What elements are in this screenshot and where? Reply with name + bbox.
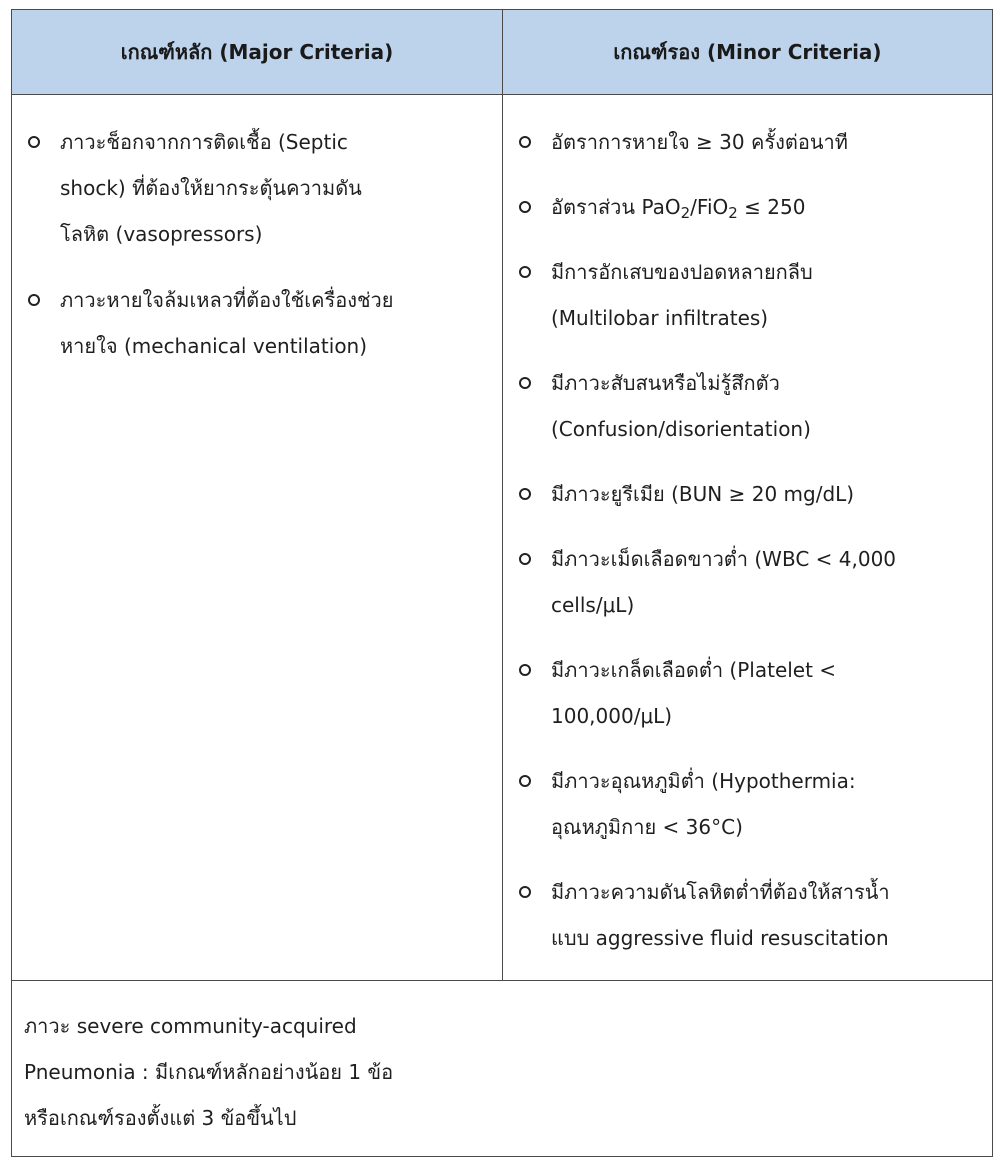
major-criteria-column xyxy=(12,95,502,389)
minor-criteria-text: มีภาวะอุณหภูมิต่ำ (Hypothermia: อุณหภูมิกาย < 36°C) xyxy=(551,769,856,839)
ratio-subscript-2: 2 xyxy=(728,204,738,222)
circle-bullet-icon xyxy=(517,758,551,804)
ratio-middle: /FiO xyxy=(690,195,729,219)
minor-criteria-text: อัตราการหายใจ ≥ 30 ครั้งต่อนาที xyxy=(551,130,848,154)
minor-criteria-text: มีภาวะสับสนหรือไม่รู้สึกตัว (Confusion/disorientation) xyxy=(551,371,811,441)
minor-criteria-column xyxy=(503,95,992,980)
circle-bullet-icon xyxy=(517,360,551,406)
footer-line: หรือเกณฑ์รองตั้งแต่ 3 ข้อขึ้นไป xyxy=(24,1106,297,1130)
footer-line: Pneumonia : มีเกณฑ์หลักอย่างน้อย 1 ข้อ xyxy=(24,1060,394,1084)
ratio-suffix: ≤ 250 xyxy=(737,195,806,219)
circle-bullet-icon xyxy=(517,471,551,517)
minor-criteria-item-hypothermia xyxy=(517,758,972,850)
major-criteria-text: ภาวะหายใจล้มเหลวที่ต้องใช้เครื่องช่วย หายใจ (mechanical ventilation) xyxy=(60,288,394,358)
minor-criteria-item-confusion xyxy=(517,360,972,452)
minor-criteria-item-platelet xyxy=(517,647,972,739)
minor-criteria-item-hypotension xyxy=(517,869,972,961)
circle-bullet-icon xyxy=(26,119,60,165)
minor-criteria-text: มีภาวะยูรีเมีย (BUN ≥ 20 mg/dL) xyxy=(551,482,855,506)
circle-bullet-icon xyxy=(517,249,551,295)
minor-criteria-item-respiratory-rate xyxy=(517,119,972,165)
minor-criteria-item-wbc xyxy=(517,536,972,628)
minor-criteria-item-multilobar xyxy=(517,249,972,341)
major-criteria-header: เกณฑ์หลัก (Major Criteria) xyxy=(120,40,394,64)
minor-criteria-item-pao2-fio2-ratio xyxy=(517,184,972,230)
minor-criteria-text xyxy=(551,184,972,230)
circle-bullet-icon xyxy=(517,536,551,582)
circle-bullet-icon xyxy=(26,277,60,323)
circle-bullet-icon xyxy=(517,119,551,165)
circle-bullet-icon xyxy=(517,184,551,230)
minor-criteria-text: มีภาวะเกล็ดเลือดต่ำ (Platelet < 100,000/μL) xyxy=(551,658,837,728)
major-criteria-item-septic-shock xyxy=(26,119,482,257)
circle-bullet-icon xyxy=(517,647,551,693)
circle-bullet-icon xyxy=(517,869,551,915)
minor-criteria-header: เกณฑ์รอง (Minor Criteria) xyxy=(613,40,882,64)
severe-cap-definition xyxy=(12,981,992,1157)
criteria-table xyxy=(11,9,993,1157)
minor-criteria-item-uremia xyxy=(517,471,972,517)
minor-criteria-text: มีภาวะเม็ดเลือดขาวต่ำ (WBC < 4,000 cells/μL) xyxy=(551,547,897,617)
major-criteria-item-respiratory-failure xyxy=(26,277,482,369)
footer-line: ภาวะ severe community-acquired xyxy=(24,1014,357,1038)
ratio-prefix: อัตราส่วน PaO xyxy=(551,195,681,219)
ratio-subscript-1: 2 xyxy=(680,204,691,222)
minor-criteria-text: มีภาวะความดันโลหิตต่ำที่ต้องให้สารน้ำ แบบ aggressive fluid resuscitation xyxy=(551,880,890,950)
major-criteria-text: ภาวะช็อกจากการติดเชื้อ (Septic shock) ที่ต้องให้ยากระตุ้นความดัน โลหิต (vasopressors) xyxy=(60,130,362,246)
minor-criteria-text: มีการอักเสบของปอดหลายกลีบ (Multilobar infiltrates) xyxy=(551,260,813,330)
